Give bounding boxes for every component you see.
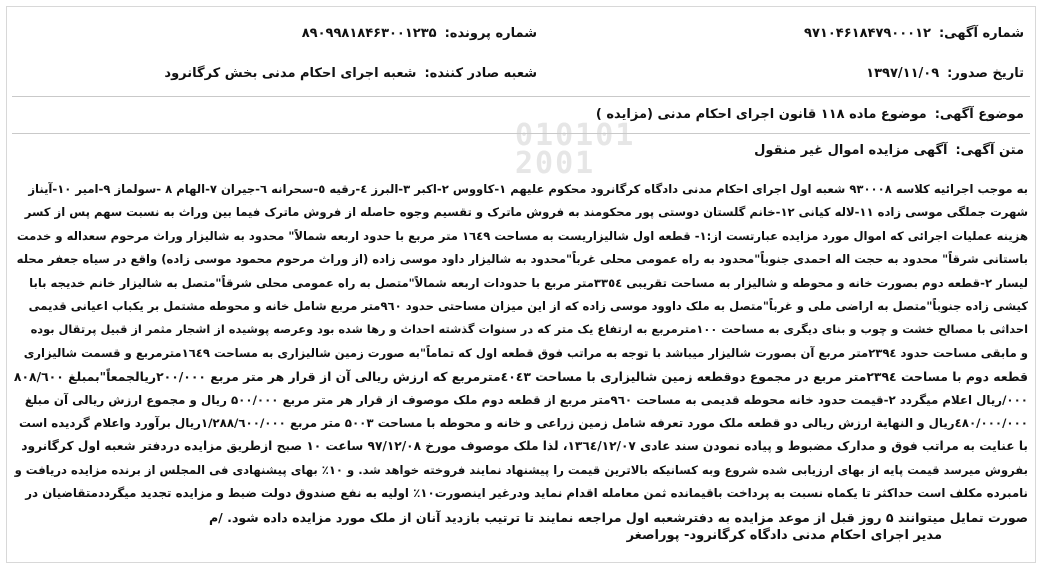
body-line: ٤۸۰/۰۰۰/۰۰۰ریال و النهایة ارزش ریالی دو قطعه ملک مورد تعرفه شامل زمین زراعی و خانه و محوطه با مساحت ۵۰۰۳ متر مربع ۱/۲۸۸/٦۰۰/۰۰۰ریال برآورد واعلام گردیده است xyxy=(18,416,1028,431)
body-line: با عنایت به مراتب فوق و مدارک مضبوط و پیاده نمودن سند عادی ۱۳٦٤/۱۲/۰۷، لذا ملک موصوف مورخ ۹۷/۱۲/۰۸ ساعت ۱۰ صبح ازطریق مزایده دردفتر شعبه اول کرگانرود xyxy=(21,439,1028,454)
body-line: ۰۰۰/ریال اعلام میگردد ۲-قیمت حدود خانه محوطه قدیمی به مساحت ۹٦۰متر مربع از قطعه دوم ملک موصوف از قرار هر متر مربع ۵۰۰/۰۰۰ ریال و مجموع ارزش ریالی آن مبلغ xyxy=(24,392,1028,407)
issue-date-label: تاریخ صدور: xyxy=(947,66,1024,81)
signature: مدیر اجرای احکام مدنی دادگاه کرگانرود- پوراصغر xyxy=(626,528,942,543)
body-line: و مابقی مساحت حدود ۲۳۹٤متر مربع آن بصورت شالیزار میباشد با توجه به مراتب فوق قطعه اول که تماماً"به صورت زمین شالیزاری به مساحت ۱٦٤۹مترمربع و قسمت شالیزاری xyxy=(23,345,1028,360)
subject-label: موضوع آگهی: xyxy=(934,107,1024,122)
subject-row xyxy=(596,107,1024,122)
notice-number-row xyxy=(804,26,1024,41)
body-line: نامبرده مکلف است حداکثر تا یکماه نسبت به پرداخت باقیمانده ثمن معامله اقدام نماید ودرغیر اینصورت۱۰٪ اولیه به نفع صندوق دولت ضبط و مزایده تجدید میگرددمتقاضیان در xyxy=(25,486,1028,501)
case-number-label: شماره پرونده: xyxy=(444,26,537,41)
body-line: به موجب اجرائیه کلاسه ۹۳۰۰۰۸ شعبه اول اجرای احکام مدنی دادگاه کرگانرود محکوم علیهم ۱-کاووس ۲-اکبر ۳-البرز ٤-رقیه ٥-سحرانه ٦-جیران ۷-الهام ۸ -سولماز ۹-امیر ۱۰-آیناز xyxy=(28,182,1028,196)
body-line: لیسار ۲-قطعه دوم بصورت خانه و محوطه و شالیزار به مساحت تقریبی ۳۳٥٤متر مربع با حدودات اربعه شمالاً"متصل به راه عمومی محلی شرقاً"متصل به شالیزار خانم خدیجه بابا xyxy=(29,275,1028,290)
case-number-row xyxy=(302,26,537,41)
text-heading-row xyxy=(754,143,1024,158)
body-line: قطعه دوم با مساحت ۲۳۹٤متر مربع در مجموع دوقطعه زمین شالیزاری با مساحت ٤۰٤۳مترمربع که ارزش ریالی آن از قرار هر متر مربع ۲۰۰/۰۰۰ریالجمعاً"بمبلغ ۸۰۸/٦۰۰ xyxy=(14,369,1028,385)
notice-number-value: ۹۷۱۰۴۶۱۸۴۷۹۰۰۰۱۲ xyxy=(804,26,931,41)
body-line: بفروش میرسد قیمت پایه از بهای ارزیابی شده شروع وبه کسانیکه بالاترین قیمت را پیشنهاد نمایند فروخته خواهد شد. و ۱۰٪ بهای پیشنهادی فی المجلس از برنده مزایده دریافت و xyxy=(14,462,1028,477)
body-line: باستانی شرقاً" محدود به حجت اله احمدی جنوباً"محدود به راه عمومی محلی غرباً"محدود به شالیزار داود موسی زاده (از وراث مرحوم محمود موسی زاده) واقع در سیاه جعفر محله xyxy=(16,252,1028,267)
divider xyxy=(12,96,1030,97)
text-heading-value: آگهی مزایده اموال غیر منقول xyxy=(754,143,948,158)
case-number-value: ۸۹۰۹۹۸۱۸۴۶۳۰۰۱۲۳۵ xyxy=(301,26,437,41)
body-line: کیشی زاده جنوباً"متصل به اراضی ملی و غرباً"متصل به ملک داوود موسی زاده که از این میزان مساحتی حدود ۹٦۰متر مربع شامل خانه و محوطه مشتمل بر یکباب اعیانی قدیمی xyxy=(28,299,1028,314)
body-line: هزینه عملیات اجرائی که اموال مورد مزایده عبارتست از:۱- قطعه اول شالیزاریست به مساحت ۱٦٤۹ متر مربع با حدود اربعه شمالاً" محدود به شالیزار وراث مرحوم سعداله و خدمت xyxy=(16,228,1028,243)
text-heading-label: متن آگهی: xyxy=(955,143,1024,158)
issue-date-value: ۱۳۹۷/۱۱/۰۹ xyxy=(866,66,940,81)
subject-value: موضوع ماده ۱۱۸ قانون اجرای احکام مدنی (مزایده ) xyxy=(595,107,927,122)
issuing-branch-value: شعبه اجرای احکام مدنی بخش کرگانرود xyxy=(164,66,417,81)
body-line: احداثی با مصالح خشت و چوب و بنای دیگری به مساحت ۱۰۰مترمربع به ارتفاع یک متر که در سنوات گذشته احداث و رها شده بود وعرصه پوشیده از اشجار مثمر از قبیل پرتقال بوده xyxy=(30,322,1028,337)
divider xyxy=(12,133,1030,134)
issuing-branch-label: شعبه صادر کننده: xyxy=(424,66,537,81)
watermark-logo: 010101 2001 xyxy=(515,118,636,181)
body-line: شهرت جملگی موسی زاده ۱۱-لاله کیانی ۱۲-خانم گلستان دوستی پور محکومند به فروش ماترک و تقسیم وجوه حاصله از فروش ماترک فیما بین وراث به نسبت سهم پس از کسر xyxy=(24,205,1028,220)
issuing-branch-row xyxy=(164,66,537,81)
notice-body xyxy=(14,178,1028,529)
notice-number-label: شماره آگهی: xyxy=(938,26,1024,41)
body-line: صورت تمایل میتوانند ۵ روز قبل از موعد مزایده به دفترشعبه اول مراجعه نمایند تا ترتیب بازدید آنان از ملک مورد مزایده داده شود. /م xyxy=(208,509,1028,525)
issue-date-row xyxy=(866,66,1024,81)
